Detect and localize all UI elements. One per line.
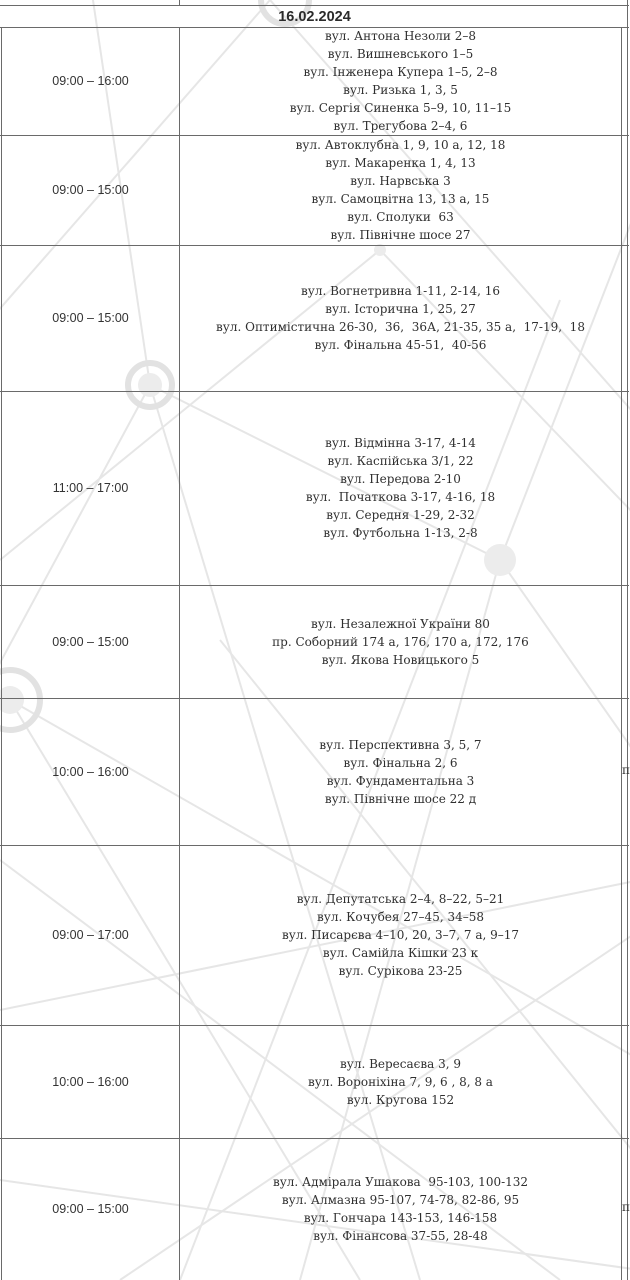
address-line: вул. Фінальна 45-51, 40-56 xyxy=(314,338,487,352)
address-line: вул. Сурікова 23-25 xyxy=(338,964,463,978)
address-line: вул. Автоклубна 1, 9, 10 а, 12, 18 xyxy=(295,138,506,152)
address-line: вул. Початкова 3-17, 4-16, 18 xyxy=(305,490,496,504)
address-line: вул. Сполуки 63 xyxy=(347,210,454,224)
address-line: вул. Писарєва 4–10, 20, 3–7, 7 а, 9–17 xyxy=(282,928,519,942)
address-line: вул. Сергія Синенка 5–9, 10, 11–15 xyxy=(289,101,512,115)
address-line: вул. Північне шосе 22 д xyxy=(324,791,477,806)
address-line: вул. Адмірала Ушакова 95-103, 100-132 xyxy=(272,1175,529,1189)
address-line: вул. Якова Новицького 5 xyxy=(321,652,480,667)
table-grid-line xyxy=(621,27,622,1280)
table-grid-line xyxy=(179,0,180,5)
address-list xyxy=(180,1138,621,1280)
address-line: вул. Вороніхіна 7, 9, 6 , 8, 8 а xyxy=(308,1074,493,1089)
address-list xyxy=(180,698,621,845)
truncated-edge-text: п xyxy=(622,762,630,777)
address-list xyxy=(180,845,621,1025)
address-line: вул. Незалежної України 80 xyxy=(311,616,490,631)
address-line: вул. Інженера Купера 1–5, 2–8 xyxy=(303,65,498,79)
address-line: вул. Історична 1, 25, 27 xyxy=(325,302,476,316)
address-line: вул. Самійла Кішки 23 к xyxy=(322,946,479,960)
address-line: вул. Передова 2-10 xyxy=(340,472,461,486)
address-line: вул. Депутатська 2–4, 8–22, 5–21 xyxy=(296,892,505,906)
address-line: вул. Кругова 152 xyxy=(346,1092,455,1107)
address-line: вул. Нарвська 3 xyxy=(350,174,451,188)
address-line: вул. Вишневського 1–5 xyxy=(327,47,474,61)
address-line: вул. Вогнетривна 1-11, 2-14, 16 xyxy=(301,284,500,298)
address-list xyxy=(180,1025,621,1138)
truncated-edge-text: п xyxy=(622,1200,630,1214)
table-grid-line xyxy=(0,5,629,6)
address-line: вул. Фундаментальна 3 xyxy=(326,773,475,788)
address-line: вул. Гончара 143-153, 146-158 xyxy=(303,1211,498,1225)
address-line: вул. Відмінна 3-17, 4-14 xyxy=(325,436,476,450)
time-slot: 09:00 – 15:00 xyxy=(52,311,129,325)
address-line: вул. Трегубова 2–4, 6 xyxy=(333,119,468,133)
address-line: вул. Каспійська 3/1, 22 xyxy=(327,454,474,468)
address-line: вул. Кочубея 27–45, 34–58 xyxy=(317,910,484,924)
address-line: вул. Самоцвітна 13, 13 а, 15 xyxy=(311,192,490,206)
address-line: вул. Ризька 1, 3, 5 xyxy=(343,83,458,97)
address-line: пр. Соборний 174 а, 176, 170 а, 172, 176 xyxy=(272,634,529,649)
time-slot: 09:00 – 16:00 xyxy=(52,74,129,88)
schedule-date: 16.02.2024 xyxy=(278,8,351,25)
address-line: вул. Алмазна 95-107, 74-78, 82-86, 95 xyxy=(281,1193,520,1207)
address-list xyxy=(180,135,621,245)
time-slot: 09:00 – 15:00 xyxy=(52,183,129,197)
address-line: вул. Середня 1-29, 2-32 xyxy=(326,508,475,522)
address-list xyxy=(180,245,621,391)
address-list xyxy=(180,391,621,585)
time-slot: 09:00 – 15:00 xyxy=(52,1202,129,1216)
time-slot: 09:00 – 17:00 xyxy=(52,928,129,942)
table-grid-line xyxy=(627,0,628,1280)
address-line: вул. Фінальна 2, 6 xyxy=(343,755,458,770)
address-line: вул. Макаренка 1, 4, 13 xyxy=(325,156,476,170)
address-line: вул. Північне шосе 27 xyxy=(330,228,471,242)
time-slot: 09:00 – 15:00 xyxy=(52,634,129,649)
address-line: вул. Вересаєва 3, 9 xyxy=(340,1056,461,1071)
address-line: вул. Футбольна 1-13, 2-8 xyxy=(323,526,478,540)
address-line: вул. Перспективна 3, 5, 7 xyxy=(319,737,482,752)
address-line: вул. Антона Незоли 2–8 xyxy=(324,29,477,43)
address-list xyxy=(180,27,621,135)
address-list xyxy=(180,585,621,698)
address-line: вул. Оптимістична 26-30, 36, 36А, 21-35, 35 а, 17-19, 18 xyxy=(216,320,585,334)
time-slot: 10:00 – 16:00 xyxy=(52,1074,129,1089)
time-slot: 11:00 – 17:00 xyxy=(52,481,129,495)
time-slot: 10:00 – 16:00 xyxy=(52,764,129,779)
address-line: вул. Фінансова 37-55, 28-48 xyxy=(313,1229,488,1243)
